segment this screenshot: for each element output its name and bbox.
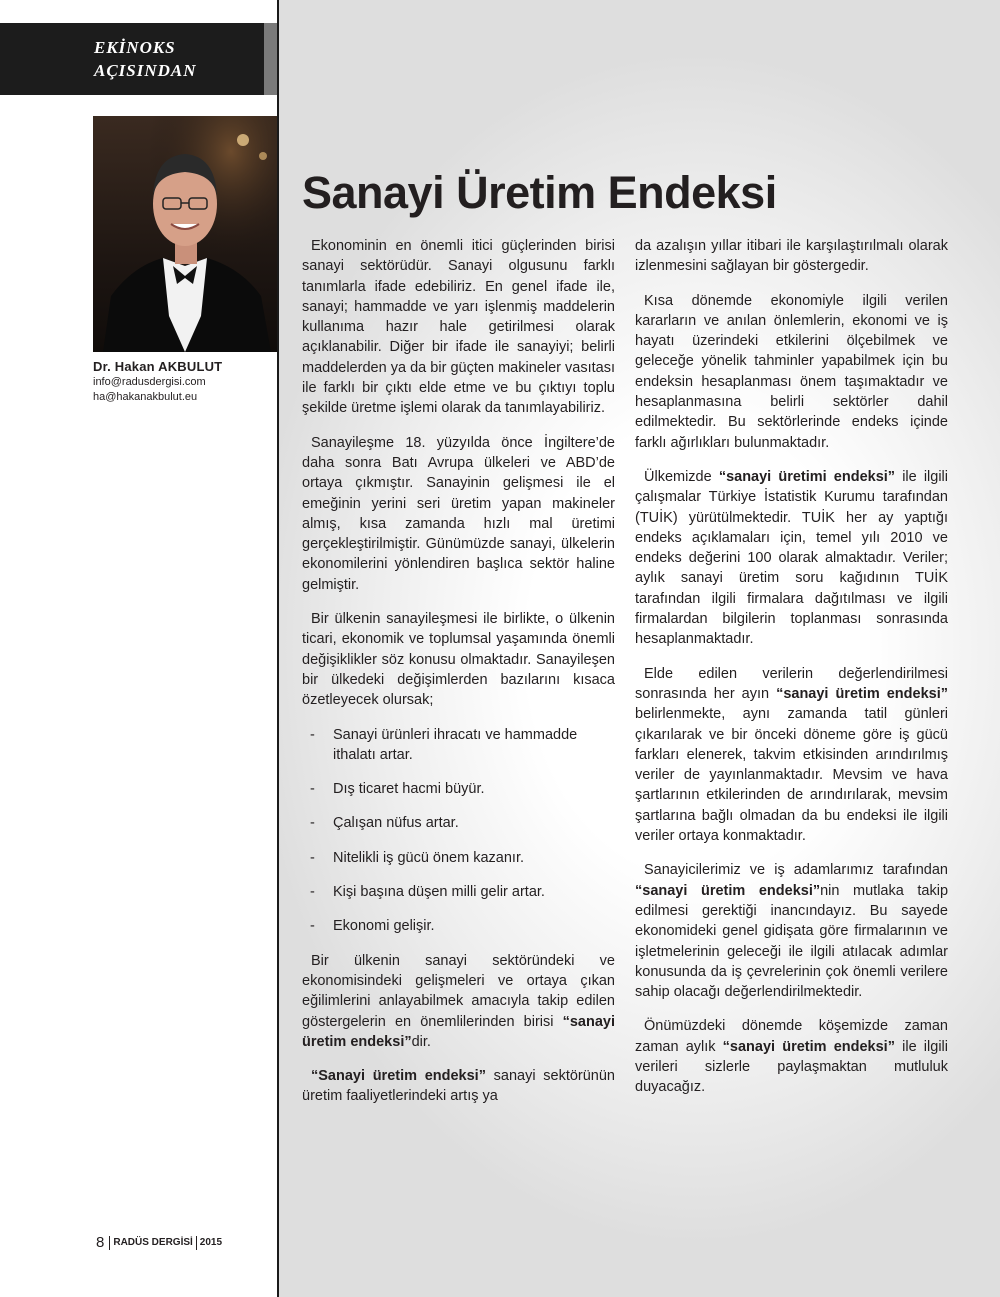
column-banner-title bbox=[94, 36, 197, 82]
paragraph: Sanayileşme 18. yüzyılda önce İngiltere’de daha sonra Batı Avrupa ülkeleri ve ABD’de ortaya çıkmıştır. Sanayinin gelişmesi ile el emeğinin yerini seri üretim yapan makineler almış, kısa zamanda hızlı mal üretimi gerçekleştirilmiştir. Günümüzde sanayi, ülkelerin ekonomilerini yönlendiren başlıca sektör haline gelmiştir. bbox=[302, 434, 615, 593]
paragraph: Bir ülkenin sanayileşmesi ile birlikte, o ülkenin ticari, ekonomik ve toplumsal yaşamında önemli değişiklikler söz konusu olmaktadır. Sanayileşen bir ülkedeki değişimlerden bazılarını kısaca özetleyecek olursak; bbox=[302, 611, 615, 709]
list-item: - Nitelikli iş gücü önem kazanır. bbox=[310, 849, 524, 866]
list-item-text: Sanayi ürünleri ihracatı ve hammadde ithalatı artar. bbox=[333, 726, 578, 763]
column-divider-line bbox=[277, 0, 279, 1297]
list-item: - Çalışan nüfus artar. bbox=[310, 815, 459, 832]
paragraph: Ülkemizde “sanayi üretimi endeksi” ile ilgili çalışmalar Türkiye İstatistik Kurumu tarafından (TUİK) yürütülmektedir. TUİK her ay yaptığı endeks açıklamaları için, temel yılı 2010 ve endeks değerini 100 olarak almaktadır. Veriler; aylık sanayi üretim soru kağıdının TUİK tarafından ilgili firmalara dağıtılması ve ilgili firmalardan bilgilerin toplanması sonrasında hesaplanmaktadır. bbox=[635, 468, 948, 648]
list-item: - Kişi başına düşen milli gelir artar. bbox=[310, 884, 545, 901]
list-item-text: Kişi başına düşen milli gelir artar. bbox=[333, 884, 545, 901]
author-info bbox=[93, 358, 222, 405]
list-item: - Sanayi ürünleri ihracatı ve hammadde ithalatı artar. bbox=[310, 726, 578, 763]
magazine-name: RADÜS DERGİSİ bbox=[113, 1237, 193, 1248]
list-item: - Ekonomi gelişir. bbox=[310, 918, 435, 935]
author-email-2: ha@hakanakbulut.eu bbox=[93, 391, 198, 403]
footer-separator bbox=[196, 1236, 197, 1250]
list-item-text: Çalışan nüfus artar. bbox=[333, 815, 459, 832]
list-item-text: Nitelikli iş gücü önem kazanır. bbox=[333, 849, 524, 866]
issue-year: 2015 bbox=[199, 1237, 223, 1248]
paragraph: Bir ülkenin sanayi sektöründeki ve ekonomisindeki gelişmeleri ve ortaya çıkan eğilimlerini anlayabilmek amacıyla takip edilen göstergelerin en önemlilerinden birisi “sanayi üretim endeksi”dir. bbox=[302, 952, 615, 1050]
article-column-right bbox=[635, 236, 948, 1112]
author-photo bbox=[93, 116, 277, 352]
article-title: Sanayi Üretim Endeksi bbox=[302, 167, 777, 218]
author-portrait-image bbox=[93, 116, 277, 352]
column-banner-line1: EKİNOKS bbox=[94, 38, 176, 57]
column-banner-accent bbox=[264, 23, 277, 95]
page-number: 8 bbox=[96, 1234, 105, 1251]
change-list bbox=[302, 725, 615, 937]
paragraph: da azalışın yıllar itibari ile karşılaştırılmalı olarak izlenmesini sağlayan bir göstergedir. bbox=[635, 238, 948, 275]
paragraph: Elde edilen verilerin değerlendirilmesi sonrasında her ayın “sanayi üretim endeksi” belirlenmekte, aynı zamanda tatil günleri çıkarılarak ve bir önceki döneme göre iş gücü farkları elenerek, takvim etkisinden arındırılmış veriler de yayınlanmaktadır. Mevsim ve hava şartlarının etkilerinden de arındırılarak, mevsim şartlarına bağlı olmadan da bu endeksi ile ilgili veriler ortaya konmaktadır. bbox=[635, 665, 948, 845]
column-banner-line2: AÇISINDAN bbox=[94, 61, 197, 80]
paragraph: “Sanayi üretim endeksi” sanayi sektörünün üretim faaliyetlerindeki artış ya bbox=[302, 1068, 615, 1105]
list-item: - Dış ticaret hacmi büyür. bbox=[310, 781, 485, 798]
paragraph: Kısa dönemde ekonomiyle ilgili verilen kararların ve anılan önlemlerin, ekonomi ve iş hayatı üzerindeki etkilerini ölçebilmek ve geleceğe yönelik tahminler yapabilmek için bu endeksin hesaplanması önem taşımaktadır ve hesaplanmasına belirli sektörler dahil edilmektedir. Bu sektörlerinde endeks içinde farklı ağırlıkları bulunmaktadır. bbox=[635, 292, 948, 451]
author-email-1: info@radusdergisi.com bbox=[93, 376, 206, 388]
author-name: Dr. Hakan AKBULUT bbox=[93, 359, 223, 374]
paragraph: Önümüzdeki dönemde köşemizde zaman zaman aylık “sanayi üretim endeksi” ile ilgili verileri sizlerle paylaşmaktan mutluluk duyacağız. bbox=[635, 1018, 948, 1096]
page-footer bbox=[96, 1234, 222, 1251]
article-column-left bbox=[302, 236, 615, 1121]
paragraph: Sanayicilerimiz ve iş adamlarımız tarafından “sanayi üretim endeksi”nin mutlaka takip edilmesi gerektiği inancındayız. Bu sayede ekonomideki genel gidişata göre firmalarının ve işletmelerinin geleceği ile ilgili atılacak adımlar konusunda da iş çevrelerinin çok önemli verilere sahip olacağı değerlendirilmektedir. bbox=[635, 862, 949, 1001]
paragraph: Ekonominin en önemli itici güçlerinden birisi sanayi sektörüdür. Sanayi olgusunu farklı tanımlarla ifade edebiliriz. En genel ifade ile, sanayi; hammadde ve yarı işlenmiş maddelerin kullanıma hazır hale getirilmesi olarak açıklanabilir. Diğer bir ifade ile sanayiyi; belirli maddelerden ya da bir güçten makineler vasıtası ile farklı bir çıktı elde etme ve bu çıktıyı toplu şekilde üretme işlemi olarak da tanımlayabiliriz. bbox=[302, 238, 615, 417]
footer-separator bbox=[109, 1236, 110, 1250]
list-item-text: Dış ticaret hacmi büyür. bbox=[333, 781, 485, 798]
list-item-text: Ekonomi gelişir. bbox=[333, 918, 435, 935]
